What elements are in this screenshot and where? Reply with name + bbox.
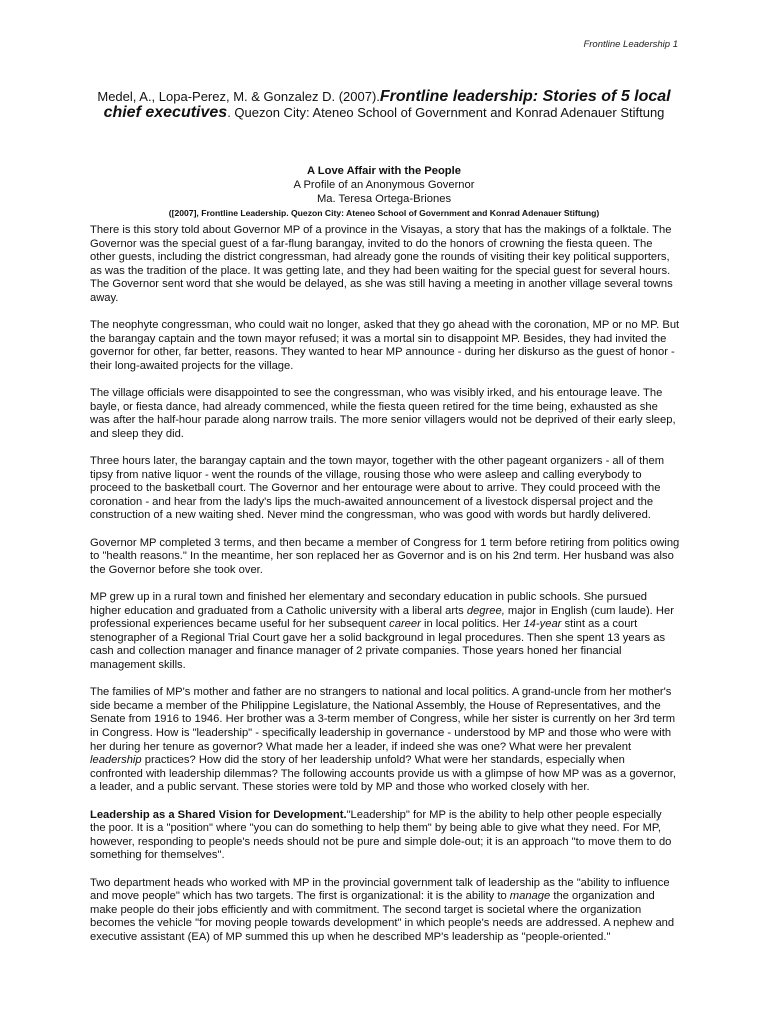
italic-run: degree,	[466, 604, 505, 617]
citation-title: Frontline leadership: Stories of 5 local chief executives	[103, 88, 671, 121]
text-run: practices? How did the story of her leadership unfold? What were her standards, especially when confronted with leadership dilemmas? The following accounts provide us with a glimpse of how MP was as a governor, a leader, and a public servant. These stories were told by MP and those who worked closely with her.	[90, 754, 676, 794]
text-run: Two department heads who worked with MP in the provincial government talk of leadership as the "ability to influence and move people" which has two targets. The first is organizational: it is the ability to	[90, 876, 670, 903]
running-header: Frontline Leadership 1	[583, 39, 678, 50]
citation-authors: Medel, A., Lopa-Perez, M. & Gonzalez D. (2007).	[97, 89, 380, 104]
italic-run: manage	[509, 890, 551, 903]
italic-run: 14-year	[523, 618, 562, 631]
citation-publisher: . Quezon City: Ateneo School of Government and Konrad Adenauer Stiftung	[227, 105, 665, 120]
article-title: A Love Affair with the People	[307, 165, 461, 177]
paragraph-1: There is this story told about Governor MP of a province in the Visayas, a story that has the makings of a folktale. The Governor was the special guest of a far-flung barangay, invited to do the honors of crowning the fiesta queen. The other guests, including the district congressman, had already gone the rounds of visiting their key political supporters, as was the tradition of the place. It was getting late, and they had been waiting for the special guest for several hours. The Governor sent word that she would be delayed, as she was still having a meeting in another village several towns away.	[90, 224, 673, 304]
paragraph-5: Governor MP completed 3 terms, and then became a member of Congress for 1 term before retiring from politics owing to "health reasons." In the meantime, her son replaced her as Governor and is on his 2nd term. Her husband was also the Governor before she took over.	[90, 536, 680, 576]
text-run: The families of MP's mother and father are no strangers to national and local politics. A grand-uncle from her mother's side became a member of the Philippine Legislature, the National Assembly, the House of Representatives, and the Senate from 1916 to 1946. Her brother was a 3-term member of Congress, while her sister is currently on her 3rd term in Congress. How is "leadership" - specifically leadership in governance - understood by MP and those who were with her during her tenure as governor? What made her a leader, if indeed she was one? What were her prevalent	[90, 686, 676, 753]
text-run: stint as a court stenographer of a Regional Trial Court gave her a solid background in legal procedures. Then she spent 13 years as cash and collection manager and finance manager of 2 private companies. Those years honed her financial management skills.	[90, 618, 666, 671]
text-run: in local politics. Her	[420, 618, 524, 631]
text-run: major in English (cum laude). Her professional experiences became useful for her subsequent	[90, 604, 674, 631]
section-lead: Leadership as a Shared Vision for Development.	[90, 808, 347, 821]
article-author: Ma. Teresa Ortega-Briones	[316, 193, 452, 205]
article-subtitle: A Profile of an Anonymous Governor	[293, 179, 475, 191]
paragraph-6	[90, 591, 680, 673]
article-body	[90, 224, 680, 958]
paragraph-8	[90, 809, 680, 863]
citation	[90, 89, 678, 121]
italic-run: career	[389, 618, 421, 631]
article-heading	[90, 164, 678, 220]
article-source: ([2007], Frontline Leadership. Quezon City: Ateneo School of Government and Konrad Adenauer Stiftung)	[168, 208, 600, 218]
paragraph-9	[90, 877, 680, 945]
paragraph-2: The neophyte congressman, who could wait no longer, asked that they go ahead with the coronation, MP or no MP. But the barangay captain and the town mayor refused; it was a mortal sin to disappoint MP. Besides, they had invited the governor for other, far better, reasons. They wanted to hear MP announce - during her diskurso as the guest of honor - their long-awaited projects for the village.	[90, 319, 680, 372]
paragraph-4: Three hours later, the barangay captain and the town mayor, together with the other pageant organizers - all of them tipsy from native liquor - went the rounds of the village, rousing those who were asleep and calling everybody to proceed to the basketball court. The Governor and her entourage were about to arrive. They could proceed with the coronation - and hear from the lady's lips the much-awaited announcement of a livestock dispersal project and the construction of a new waiting shed. Never mind the congressman, who was good with words but hardly delivered.	[90, 455, 665, 522]
italic-run: leadership	[90, 754, 142, 767]
paragraph-7	[90, 686, 680, 795]
text-run: MP grew up in a rural town and finished her elementary and secondary education in public schools. She pursued higher education and graduated from a Catholic university with a liberal arts	[90, 591, 648, 617]
text-run: the organization and make people do their jobs efficiently and with commitment. The second target is societal where the organization becomes the vehicle "for moving people towards development" in which people's needs are addressed. A nephew and executive assistant (EA) of MP summed this up when he described MP's leadership as "people-oriented."	[90, 890, 675, 943]
paragraph-3: The village officials were disappointed to see the congressman, who was visibly irked, and his entourage leave. The bayle, or fiesta dance, had already commenced, while the fiesta queen retired for the time being, exhausted as she was after the half-hour parade along narrow trails. The more senior villagers would not be deprived of their early sleep, and sleep they did.	[90, 387, 676, 440]
text-run: "Leadership" for MP is the ability to help other people especially the poor. It is a "position" where "you can do something to help them" by being able to give what they need. For MP, however, responding to people's needs should not be pure and simple dole-out; it is an approach "to move them to do something for themselves".	[90, 808, 672, 862]
